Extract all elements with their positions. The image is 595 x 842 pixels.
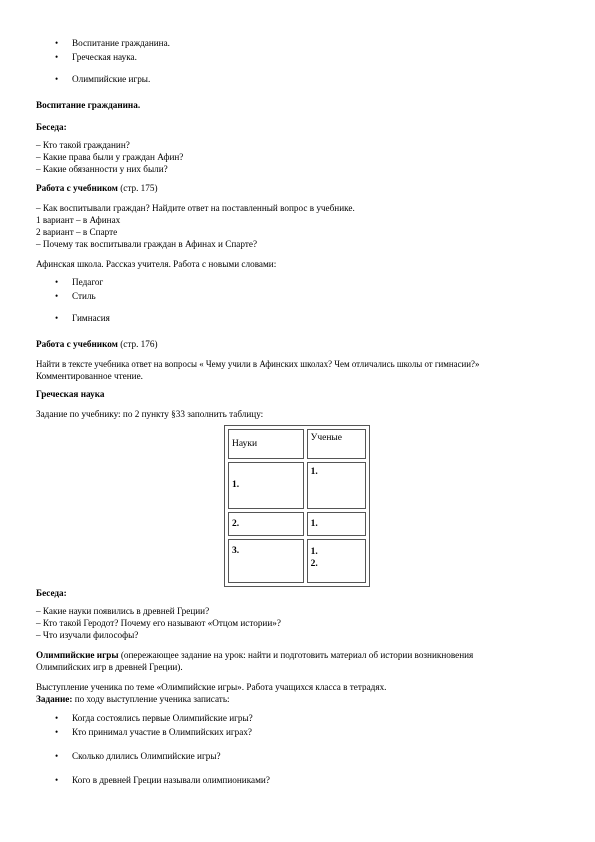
- task-label: Задание:: [36, 694, 73, 704]
- school-intro: Афинская школа. Рассказ учителя. Работа с новыми словами:: [36, 259, 277, 269]
- table-header: Ученые: [307, 429, 366, 459]
- talk-label: Беседа:: [36, 122, 67, 132]
- textbook-line: [36, 183, 158, 194]
- list-item: Воспитание гражданина.: [72, 38, 170, 48]
- question: – Что изучали философы?: [36, 630, 139, 640]
- science-table: [224, 425, 370, 587]
- word-item: Педагог: [72, 277, 104, 287]
- talk-label: Беседа:: [36, 588, 67, 598]
- bullet: •: [55, 291, 59, 301]
- task-text: по ходу выступление ученика записать:: [72, 694, 230, 704]
- text-line: 1 вариант – в Афинах: [36, 215, 121, 225]
- list-item: Когда состоялись первые Олимпийские игры?: [72, 713, 253, 723]
- task-line: Задание по учебнику: по 2 пункту §33 заполнить таблицу:: [36, 409, 264, 419]
- question: – Какие науки появились в древней Греции?: [36, 606, 210, 616]
- text-line: Найти в тексте учебника ответ на вопросы « Чему учили в Афинских школах? Чем отличались школы от гимнасии?»: [36, 359, 480, 369]
- textbook-line: [36, 339, 158, 350]
- table-header: Науки: [228, 429, 304, 459]
- list-item: Олимпийские игры.: [72, 74, 151, 84]
- list-item: Греческая наука.: [72, 52, 137, 62]
- text-line: Олимпийских игр в древней Греции).: [36, 662, 183, 672]
- bullet: •: [55, 727, 59, 737]
- olympics-note: (опережающее задание на урок: найти и подготовить материал об истории возникновения: [118, 650, 474, 660]
- text-line: Выступление ученика по теме «Олимпийские игры». Работа учащихся класса в тетрадях.: [36, 682, 387, 692]
- textbook-label: Работа с учебником: [36, 339, 118, 349]
- list-item: Кто принимал участие в Олимпийских играх?: [72, 727, 253, 737]
- bullet: •: [55, 313, 59, 323]
- bullet: •: [55, 277, 59, 287]
- word-item: Стиль: [72, 291, 96, 301]
- text-line: Комментированное чтение.: [36, 371, 143, 381]
- word-item: Гимнасия: [72, 313, 110, 323]
- question: – Какие обязанности у них были?: [36, 164, 168, 174]
- bullet: •: [55, 52, 59, 62]
- bullet: •: [55, 38, 59, 48]
- bullet: •: [55, 775, 59, 785]
- bullet: •: [55, 74, 59, 84]
- textbook-label: Работа с учебником: [36, 183, 118, 193]
- textbook-pages: (стр. 176): [117, 339, 158, 349]
- olympics-label: Олимпийские игры: [36, 650, 119, 660]
- question: – Кто такой гражданин?: [36, 140, 130, 150]
- question: – Какие права были у граждан Афин?: [36, 152, 184, 162]
- text-line: 2 вариант – в Спарте: [36, 227, 118, 237]
- table-cell: 3.: [228, 539, 304, 583]
- table-cell: 1.: [307, 462, 366, 509]
- olympics-line: [36, 650, 473, 661]
- task-line: [36, 694, 230, 705]
- table-cell: 1.: [307, 512, 366, 536]
- text-line: – Как воспитывали граждан? Найдите ответ на поставленный вопрос в учебнике.: [36, 203, 355, 213]
- bullet: •: [55, 751, 59, 761]
- list-item: Сколько длились Олимпийские игры?: [72, 751, 221, 761]
- table-cell: 1.: [228, 462, 304, 509]
- table-cell: 2.: [228, 512, 304, 536]
- question: – Кто такой Геродот? Почему его называют «Отцом истории»?: [36, 618, 281, 628]
- section-heading: Греческая наука: [36, 389, 105, 399]
- section-heading: Воспитание гражданина.: [36, 100, 141, 110]
- table-cell: 1. 2.: [307, 539, 366, 583]
- textbook-pages: (стр. 175): [117, 183, 158, 193]
- list-item: Кого в древней Греции называли олимпиониками?: [72, 775, 270, 785]
- bullet: •: [55, 713, 59, 723]
- text-line: – Почему так воспитывали граждан в Афинах и Спарте?: [36, 239, 258, 249]
